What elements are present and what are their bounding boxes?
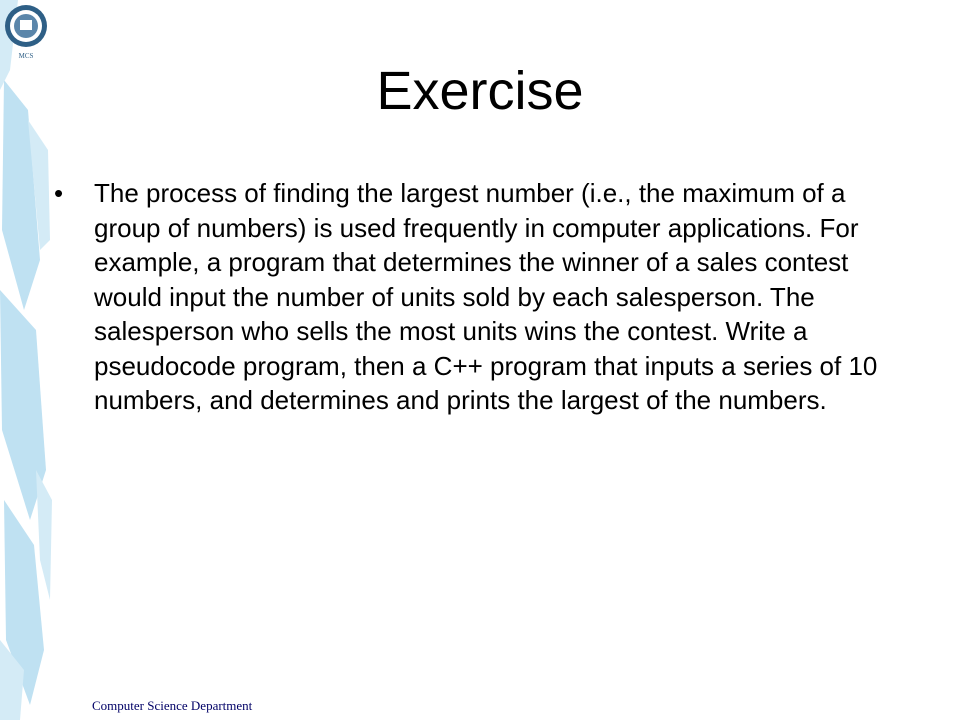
footer-text: Computer Science Department <box>92 698 253 713</box>
slide-content <box>54 176 904 418</box>
slide-title: Exercise <box>376 61 584 121</box>
bullet-text: The process of finding the largest number (i.e., the maximum of a group of numbers) is used frequently in computer applications. For example, a program that determines the winner of a sales contest would input the number of units sold by each salesperson. The salesperson who sells the most units wins the contest. Write a pseudocode program, then a C++ program that inputs a series of 10 numbers, and determines and prints the largest of the numbers. <box>94 178 878 415</box>
bullet-symbol: • <box>54 178 64 208</box>
logo-label: MCS <box>18 52 34 60</box>
bullet-item <box>54 176 904 418</box>
